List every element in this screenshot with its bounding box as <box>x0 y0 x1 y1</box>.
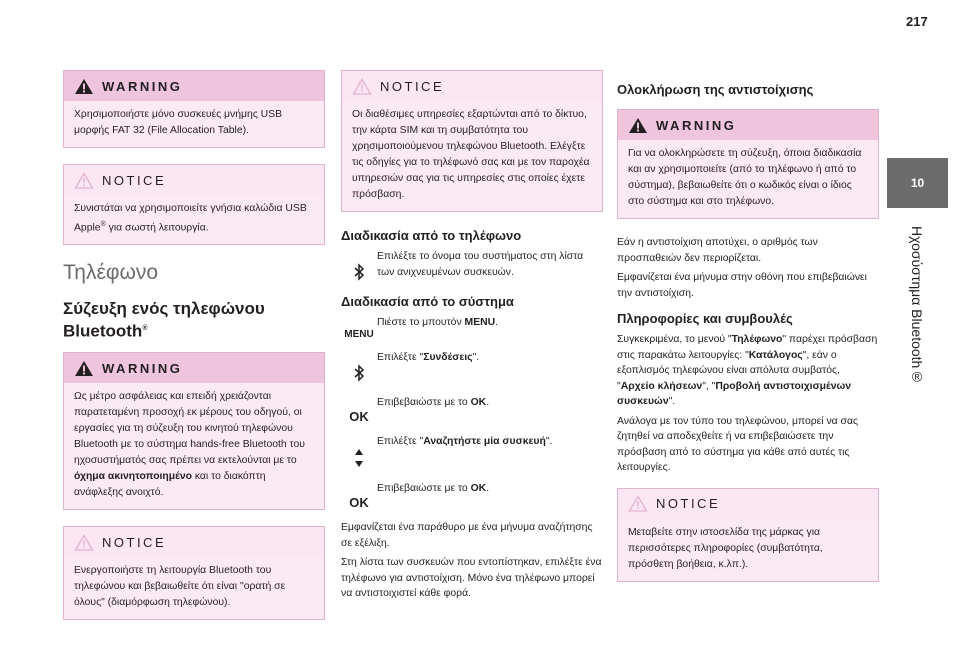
step-text-bold: Αναζητήστε μία συσκευή <box>423 436 546 447</box>
paragraph-select-phone: Στη λίστα των συσκευών που εντοπίστηκαν, επιλέξτε ένα τηλέφωνο για αντιστοίχιση. Μόνο ένα τηλέφωνο μπορεί να αντιστοιχιστεί κάθε φορά. <box>341 557 602 599</box>
warning-header <box>618 110 878 140</box>
step-text <box>377 350 479 366</box>
column-middle <box>341 70 603 606</box>
paragraph-failed: Εάν η αντιστοίχιση αποτύχει, ο αριθμός των προσπαθειών δεν περιορίζεται. <box>617 237 818 264</box>
notice-title: NOTICE <box>102 534 167 550</box>
warning-triangle-icon <box>74 78 94 95</box>
menu-button-icon: MENU <box>344 329 374 340</box>
warning-title: WARNING <box>656 117 737 133</box>
notice-text: Ενεργοποιήστε τη λειτουργία Bluetooth του τηλεφώνου και βεβαιωθείτε ότι είναι "ορατή σε όλους" (διαμόρφωση τηλεφώνου). <box>64 557 324 619</box>
heading-info-tips: Πληροφορίες και συμβουλές <box>617 311 793 326</box>
step-text-bold: Συνδέσεις <box>423 352 473 363</box>
notice-text <box>64 195 324 244</box>
notice-triangle-icon <box>628 495 648 512</box>
text-bold: Αρχείο κλήσεων <box>620 380 703 392</box>
notice-header <box>64 527 324 557</box>
text-bold: Κατάλογος <box>748 349 803 361</box>
notice-header <box>342 71 602 101</box>
warning-triangle-icon <box>628 117 648 134</box>
warning-title: WARNING <box>102 78 183 94</box>
column-left <box>63 70 325 636</box>
warning-header <box>64 353 324 383</box>
step-text-part: Επιλέξτε " <box>377 436 424 447</box>
warning-text: Για να ολοκληρώσετε τη σύζευξη, όποια διαδικασία και αν χρησιμοποιείτε (από το τηλέφωνο ή από το σύστημα), βεβαιωθείτε ότι ο κωδικός είναι ο ίδιος στο σύστημα και στο τηλέφωνο. <box>618 140 878 218</box>
paragraph-search: Εμφανίζεται ένα παράθυρο με ένα μήνυμα αναζήτησης σε εξέλιξη. <box>341 522 593 549</box>
warning-box-code <box>617 109 879 219</box>
step-text-part: Επιλέξτε " <box>377 352 424 363</box>
ok-button-icon: OK <box>349 495 369 510</box>
page-number: 217 <box>906 14 928 29</box>
step-text-part: . <box>495 317 499 328</box>
step-text-bold: OK <box>470 483 487 494</box>
notice-triangle-icon <box>74 172 94 189</box>
chapter-tab: 10 <box>887 158 948 208</box>
notice-box-bluetooth <box>63 526 325 620</box>
paragraph-phone-type: Ανάλογα με τον τύπο του τηλεφώνου, μπορεί να σας ζητηθεί να αποδεχθείτε ή να επιβεβαιώσετε την πρόσβαση από το σύστημα για κάθε από αυτές τις λειτουργίες. <box>617 415 858 473</box>
step-confirm-2 <box>341 481 603 510</box>
notice-box-website <box>617 488 879 582</box>
heading-line: Bluetooth <box>63 322 143 342</box>
warning-text: Χρησιμοποιήστε μόνο συσκευές μνήμης USB μορφής FAT 32 (File Allocation Table). <box>64 101 324 147</box>
step-phone <box>341 249 603 284</box>
notice-box-apple <box>63 164 325 245</box>
step-text-part: Επιβεβαιώστε με το <box>377 397 471 408</box>
text-bold: Προβολή αντιστοιχισμένων συσκευών <box>617 380 852 407</box>
up-down-arrows-icon <box>341 434 377 471</box>
heading-complete-pairing: Ολοκλήρωση της αντιστοίχισης <box>617 82 814 97</box>
step-text-part: . <box>486 397 490 408</box>
notice-header <box>64 165 324 195</box>
paragraph-phone-menu <box>617 332 879 410</box>
step-text <box>377 395 489 411</box>
warning-box-usb <box>63 70 325 148</box>
warning-header <box>64 71 324 101</box>
heading-procedure-phone: Διαδικασία από το τηλέφωνο <box>341 228 522 243</box>
step-connections <box>341 350 603 385</box>
step-text <box>377 315 498 331</box>
paragraph-confirm: Εμφανίζεται ένα μήνυμα στην οθόνη που επιβεβαιώνει την αντιστοίχιση. <box>617 272 867 299</box>
warning-triangle-icon <box>74 360 94 377</box>
text-part: ". <box>668 396 676 407</box>
chapter-title: Ηχοσύστημα Bluetooth® <box>909 226 925 385</box>
notice-triangle-icon <box>352 78 372 95</box>
step-text: Επιλέξτε το όνομα του συστήματος στη λίστα των ανιχνευμένων συσκευών. <box>377 251 584 278</box>
text-part: ", " <box>702 380 716 392</box>
bluetooth-icon <box>341 350 377 385</box>
step-text-part: Πιέστε το μπουτόν <box>377 317 465 328</box>
notice-text: Οι διαθέσιμες υπηρεσίες εξαρτώνται από το δίκτυο, την κάρτα SIM και τη συμβατότητα του χρησιμοποιούμενου τηλεφώνου Bluetooth. Ελέγξτε τις οδηγίες για το τηλέφωνό σας και με τον παροχέα υπηρεσιών σας για τις υπηρεσίες στις οποίες έχετε πρόσβαση. <box>342 101 602 211</box>
step-text-part: ". <box>545 436 553 447</box>
notice-title: NOTICE <box>380 78 445 94</box>
notice-text: Μεταβείτε στην ιστοσελίδα της μάρκας για περισσότερες πληροφορίες (συμβατότητα, πρόσθετη βοήθεια, κ.λπ.). <box>618 519 878 581</box>
warning-box-safety <box>63 352 325 510</box>
heading-pairing <box>63 299 325 342</box>
column-right <box>617 82 879 598</box>
notice-header <box>618 489 878 519</box>
warning-text-bold: όχημα ακινητοποιημένο <box>74 471 192 483</box>
warning-text-part: Ως μέτρο ασφάλειας και επειδή χρειάζονται παρατεταμένη προσοχή εκ μέρους του οδηγού, οι εργασίες για τη σύζευξη του κινητού τηλεφώνου Bluetooth με το σύστημα hands-free Bluetooth του ηχοσυστήματός σας πρέπει να εκτελούνται με το <box>74 391 305 467</box>
step-text-part: . <box>486 483 490 494</box>
step-text-part: Επιβεβαιώστε με το <box>377 483 471 494</box>
step-text <box>377 481 489 497</box>
step-menu <box>341 315 603 340</box>
ok-button-icon: OK <box>349 409 369 424</box>
text-bold: Τηλέφωνο <box>731 334 783 345</box>
notice-text-part: για σωστή λειτουργία. <box>105 222 209 234</box>
warning-text <box>64 383 324 509</box>
text-part: ", εάν ο εξοπλισμός τηλεφώνου είναι απόλυτα συμβατός, " <box>617 349 840 392</box>
step-confirm-1 <box>341 395 603 424</box>
notice-title: NOTICE <box>102 172 167 188</box>
notice-box-services <box>341 70 603 212</box>
heading-line: Σύζευξη ενός τηλεφώνου <box>63 299 265 319</box>
heading-procedure-system: Διαδικασία από το σύστημα <box>341 294 514 309</box>
text-part: " παρέχει πρόσβαση στις παρακάτω λειτουργίες: " <box>617 334 878 361</box>
registered-mark: ® <box>142 325 148 333</box>
notice-title: NOTICE <box>656 496 721 511</box>
notice-text-part: Συνιστάται να χρησιμοποιείτε γνήσια καλώδια USB Apple <box>74 203 307 234</box>
warning-text-part: και το διακόπτη ανάφλεξης ανοιχτό. <box>74 471 266 499</box>
step-search-device <box>341 434 603 471</box>
step-text-bold: OK <box>470 397 487 408</box>
warning-title: WARNING <box>102 360 183 376</box>
notice-triangle-icon <box>74 534 94 551</box>
text-part: Συγκεκριμένα, το μενού " <box>617 334 732 345</box>
step-text-bold: MENU <box>464 317 496 328</box>
step-text-part: ". <box>472 352 480 363</box>
bluetooth-icon <box>341 249 377 284</box>
section-title-phone: Τηλέφωνο <box>63 261 159 285</box>
registered-mark: ® <box>100 221 106 228</box>
step-text <box>377 434 552 450</box>
